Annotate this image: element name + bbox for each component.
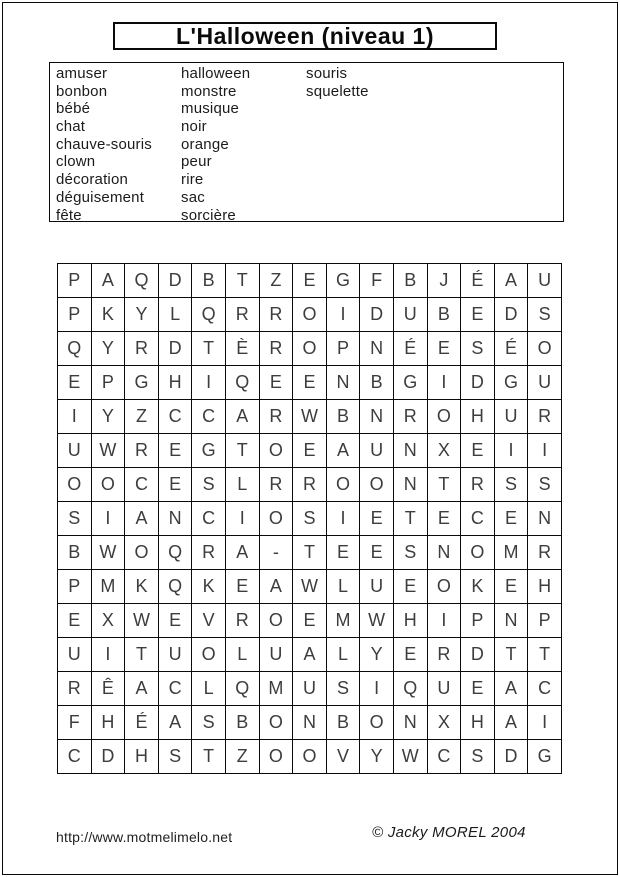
grid-cell: N	[528, 502, 562, 536]
grid-cell: E	[58, 366, 92, 400]
grid-cell: M	[494, 536, 528, 570]
grid-cell: S	[461, 740, 495, 774]
grid-cell: K	[461, 570, 495, 604]
grid-cell: U	[58, 638, 92, 672]
grid-cell: N	[293, 706, 327, 740]
grid-cell: C	[461, 502, 495, 536]
grid-cell: E	[360, 536, 394, 570]
grid-cell: E	[58, 604, 92, 638]
grid-cell: B	[225, 706, 259, 740]
grid-row	[58, 536, 562, 570]
grid-cell: U	[158, 638, 192, 672]
grid-cell: I	[528, 706, 562, 740]
grid-cell: G	[528, 740, 562, 774]
grid-cell: W	[393, 740, 427, 774]
grid-cell: I	[326, 502, 360, 536]
grid-cell: Q	[158, 536, 192, 570]
grid-cell: É	[125, 706, 159, 740]
grid-cell: É	[494, 332, 528, 366]
grid-cell: O	[461, 536, 495, 570]
grid-cell: E	[259, 366, 293, 400]
grid-cell: Y	[91, 332, 125, 366]
grid-cell: H	[91, 706, 125, 740]
grid-cell: G	[326, 264, 360, 298]
grid-cell: O	[259, 706, 293, 740]
grid-cell: U	[494, 400, 528, 434]
grid-cell: U	[360, 434, 394, 468]
grid-cell: F	[58, 706, 92, 740]
grid-cell: E	[158, 604, 192, 638]
grid-cell: Y	[360, 740, 394, 774]
grid-cell: T	[427, 468, 461, 502]
grid-cell: E	[494, 570, 528, 604]
grid-cell: J	[427, 264, 461, 298]
grid-cell: D	[461, 638, 495, 672]
grid-cell: D	[360, 298, 394, 332]
word-list-item: amuser	[56, 65, 108, 82]
grid-cell: R	[58, 672, 92, 706]
grid-cell: P	[58, 298, 92, 332]
grid-row	[58, 332, 562, 366]
grid-cell: P	[528, 604, 562, 638]
grid-cell: E	[461, 298, 495, 332]
grid-cell: R	[259, 468, 293, 502]
grid-cell: Y	[91, 400, 125, 434]
grid-cell: S	[528, 468, 562, 502]
grid-cell: U	[528, 264, 562, 298]
puzzle-title-box	[113, 22, 497, 50]
grid-cell: A	[494, 264, 528, 298]
grid-cell: R	[259, 332, 293, 366]
grid-cell: C	[158, 672, 192, 706]
grid-cell: X	[91, 604, 125, 638]
grid-cell: O	[91, 468, 125, 502]
grid-cell: G	[393, 366, 427, 400]
grid-cell: T	[293, 536, 327, 570]
grid-cell: A	[259, 570, 293, 604]
grid-cell: S	[158, 740, 192, 774]
grid-cell: E	[494, 502, 528, 536]
grid-row	[58, 434, 562, 468]
grid-cell: N	[393, 706, 427, 740]
word-list-item: bonbon	[56, 82, 108, 100]
grid-row	[58, 298, 562, 332]
grid-cell: C	[125, 468, 159, 502]
grid-cell: D	[91, 740, 125, 774]
grid-cell: A	[125, 672, 159, 706]
grid-cell: A	[494, 672, 528, 706]
grid-row	[58, 264, 562, 298]
grid-cell: L	[326, 638, 360, 672]
grid-cell: E	[293, 604, 327, 638]
grid-cell: G	[494, 366, 528, 400]
grid-cell: S	[192, 706, 226, 740]
grid-cell: E	[393, 570, 427, 604]
grid-cell: E	[158, 468, 192, 502]
grid-cell: R	[259, 400, 293, 434]
word-list-column-3	[306, 65, 369, 100]
grid-cell: M	[326, 604, 360, 638]
grid-cell: N	[393, 468, 427, 502]
grid-cell: P	[461, 604, 495, 638]
grid-cell: B	[58, 536, 92, 570]
grid-cell: É	[393, 332, 427, 366]
grid-cell: O	[427, 400, 461, 434]
grid-cell: R	[125, 434, 159, 468]
word-list-item: peur	[181, 153, 212, 171]
grid-cell: Q	[158, 570, 192, 604]
word-list-item: halloween	[181, 65, 251, 82]
grid-cell: U	[360, 570, 394, 604]
grid-cell: I	[91, 638, 125, 672]
grid-cell: T	[225, 264, 259, 298]
grid-cell: N	[360, 400, 394, 434]
grid-cell: A	[125, 502, 159, 536]
grid-cell: T	[393, 502, 427, 536]
grid-cell: I	[528, 434, 562, 468]
grid-cell: L	[225, 468, 259, 502]
grid-cell: C	[192, 502, 226, 536]
grid-cell: R	[528, 400, 562, 434]
grid-cell: G	[192, 434, 226, 468]
grid-cell: S	[326, 672, 360, 706]
grid-cell: P	[326, 332, 360, 366]
grid-cell: M	[91, 570, 125, 604]
grid-cell: R	[225, 604, 259, 638]
grid-cell: N	[158, 502, 192, 536]
grid-cell: Q	[125, 264, 159, 298]
grid-cell: S	[461, 332, 495, 366]
grid-cell: T	[192, 332, 226, 366]
grid-cell: T	[528, 638, 562, 672]
grid-cell: B	[192, 264, 226, 298]
grid-cell: M	[259, 672, 293, 706]
grid-cell: N	[427, 536, 461, 570]
grid-cell: D	[494, 740, 528, 774]
grid-cell: O	[528, 332, 562, 366]
grid-cell: E	[158, 434, 192, 468]
grid-row	[58, 604, 562, 638]
grid-cell: V	[326, 740, 360, 774]
word-list-item: clown	[56, 153, 96, 171]
word-list-item: déguisement	[56, 188, 145, 206]
grid-cell: A	[494, 706, 528, 740]
grid-cell: W	[91, 434, 125, 468]
grid-cell: O	[125, 536, 159, 570]
word-list-item: chauve-souris	[56, 135, 152, 153]
grid-cell: O	[360, 468, 394, 502]
grid-cell: I	[427, 604, 461, 638]
grid-cell: R	[125, 332, 159, 366]
grid-row	[58, 672, 562, 706]
grid-cell: P	[58, 570, 92, 604]
grid-cell: A	[326, 434, 360, 468]
grid-cell: P	[91, 366, 125, 400]
grid-cell: W	[293, 570, 327, 604]
grid-cell: I	[192, 366, 226, 400]
grid-cell: N	[326, 366, 360, 400]
grid-cell: S	[528, 298, 562, 332]
grid-cell: W	[293, 400, 327, 434]
grid-cell: T	[494, 638, 528, 672]
grid-cell: E	[293, 366, 327, 400]
grid-cell: R	[461, 468, 495, 502]
letter-grid-body	[58, 264, 562, 774]
grid-cell: S	[393, 536, 427, 570]
word-list-item: monstre	[181, 82, 237, 100]
grid-cell: S	[494, 468, 528, 502]
grid-cell: B	[427, 298, 461, 332]
grid-cell: E	[393, 638, 427, 672]
grid-cell: X	[427, 706, 461, 740]
grid-cell: O	[326, 468, 360, 502]
grid-cell: H	[158, 366, 192, 400]
grid-cell: W	[125, 604, 159, 638]
word-list-item: sorcière	[181, 206, 236, 224]
grid-cell: Z	[259, 264, 293, 298]
grid-cell: E	[427, 332, 461, 366]
grid-cell: C	[528, 672, 562, 706]
grid-cell: S	[293, 502, 327, 536]
grid-cell: W	[360, 604, 394, 638]
grid-row	[58, 706, 562, 740]
word-list-item: bébé	[56, 100, 91, 118]
grid-cell: W	[91, 536, 125, 570]
word-list-item: rire	[181, 171, 204, 189]
grid-cell: B	[326, 706, 360, 740]
grid-cell: G	[125, 366, 159, 400]
grid-cell: Y	[125, 298, 159, 332]
grid-cell: U	[427, 672, 461, 706]
grid-cell: R	[225, 298, 259, 332]
grid-row	[58, 366, 562, 400]
grid-cell: F	[360, 264, 394, 298]
grid-cell: H	[461, 400, 495, 434]
grid-cell: C	[158, 400, 192, 434]
page-title: L'Halloween (niveau 1)	[175, 22, 435, 49]
grid-row	[58, 468, 562, 502]
grid-cell: R	[259, 298, 293, 332]
grid-cell: I	[225, 502, 259, 536]
grid-row	[58, 400, 562, 434]
grid-cell: O	[427, 570, 461, 604]
grid-cell: Ê	[91, 672, 125, 706]
grid-cell: U	[58, 434, 92, 468]
grid-cell: K	[91, 298, 125, 332]
word-list-column-2	[181, 65, 250, 224]
grid-cell: V	[192, 604, 226, 638]
word-list-item: décoration	[56, 171, 129, 189]
word-list-item: orange	[181, 135, 229, 153]
grid-cell: O	[259, 740, 293, 774]
grid-cell: U	[259, 638, 293, 672]
grid-row	[58, 638, 562, 672]
grid-cell: D	[494, 298, 528, 332]
grid-cell: O	[259, 434, 293, 468]
grid-cell: H	[125, 740, 159, 774]
word-list-item: musique	[181, 100, 240, 118]
grid-cell: Q	[393, 672, 427, 706]
grid-cell: K	[192, 570, 226, 604]
grid-cell: U	[393, 298, 427, 332]
grid-cell: C	[427, 740, 461, 774]
grid-cell: E	[461, 672, 495, 706]
grid-cell: C	[58, 740, 92, 774]
grid-cell: S	[192, 468, 226, 502]
grid-cell: Q	[225, 366, 259, 400]
grid-cell: O	[293, 332, 327, 366]
grid-cell: O	[259, 604, 293, 638]
grid-cell: A	[225, 536, 259, 570]
grid-cell: L	[192, 672, 226, 706]
grid-cell: D	[158, 264, 192, 298]
grid-row	[58, 740, 562, 774]
grid-cell: E	[326, 536, 360, 570]
grid-cell: C	[192, 400, 226, 434]
grid-cell: E	[427, 502, 461, 536]
grid-cell: E	[360, 502, 394, 536]
grid-cell: H	[393, 604, 427, 638]
grid-cell: H	[528, 570, 562, 604]
grid-cell: B	[326, 400, 360, 434]
website-link[interactable]: http://www.motmelimelo.net	[56, 829, 233, 845]
grid-cell: X	[427, 434, 461, 468]
grid-cell: O	[293, 298, 327, 332]
word-list-item: sac	[181, 188, 205, 206]
grid-cell: I	[326, 298, 360, 332]
grid-cell: U	[528, 366, 562, 400]
grid-cell: O	[58, 468, 92, 502]
grid-cell: O	[192, 638, 226, 672]
grid-cell: E	[461, 434, 495, 468]
grid-cell: K	[125, 570, 159, 604]
grid-cell: R	[192, 536, 226, 570]
grid-cell: E	[293, 434, 327, 468]
word-list-item: fête	[56, 206, 82, 224]
grid-cell: R	[427, 638, 461, 672]
grid-cell: Z	[225, 740, 259, 774]
grid-cell: O	[259, 502, 293, 536]
word-list-item: chat	[56, 118, 86, 136]
grid-cell: N	[393, 434, 427, 468]
grid-cell: T	[192, 740, 226, 774]
grid-cell: A	[293, 638, 327, 672]
grid-cell: I	[494, 434, 528, 468]
grid-cell: S	[58, 502, 92, 536]
grid-cell: I	[360, 672, 394, 706]
grid-cell: N	[360, 332, 394, 366]
grid-row	[58, 570, 562, 604]
word-list-column-1	[56, 65, 152, 224]
grid-cell: B	[360, 366, 394, 400]
grid-cell: Y	[360, 638, 394, 672]
grid-cell: L	[326, 570, 360, 604]
grid-cell: È	[225, 332, 259, 366]
grid-cell: B	[393, 264, 427, 298]
grid-cell: T	[225, 434, 259, 468]
grid-cell: I	[427, 366, 461, 400]
grid-cell: T	[125, 638, 159, 672]
grid-cell: D	[461, 366, 495, 400]
letter-grid	[57, 263, 562, 774]
grid-cell: Q	[192, 298, 226, 332]
grid-cell: L	[158, 298, 192, 332]
grid-cell: I	[58, 400, 92, 434]
grid-cell: D	[158, 332, 192, 366]
grid-cell: P	[58, 264, 92, 298]
grid-row	[58, 502, 562, 536]
word-list-item: souris	[306, 65, 348, 82]
grid-cell: L	[225, 638, 259, 672]
grid-cell: Q	[58, 332, 92, 366]
grid-cell: Q	[225, 672, 259, 706]
grid-cell: O	[293, 740, 327, 774]
grid-cell: O	[360, 706, 394, 740]
grid-cell: E	[293, 264, 327, 298]
word-list-item: squelette	[306, 82, 369, 100]
grid-cell: R	[528, 536, 562, 570]
grid-cell: E	[225, 570, 259, 604]
grid-cell: Z	[125, 400, 159, 434]
grid-cell: N	[494, 604, 528, 638]
grid-cell: A	[225, 400, 259, 434]
word-list	[49, 62, 564, 222]
grid-cell: R	[393, 400, 427, 434]
grid-cell: É	[461, 264, 495, 298]
grid-cell: I	[91, 502, 125, 536]
grid-cell: H	[461, 706, 495, 740]
grid-cell: -	[259, 536, 293, 570]
grid-cell: A	[91, 264, 125, 298]
word-list-item: noir	[181, 118, 207, 136]
grid-cell: A	[158, 706, 192, 740]
copyright-credit: © Jacky MOREL 2004	[372, 824, 526, 841]
grid-cell: R	[293, 468, 327, 502]
grid-cell: U	[293, 672, 327, 706]
